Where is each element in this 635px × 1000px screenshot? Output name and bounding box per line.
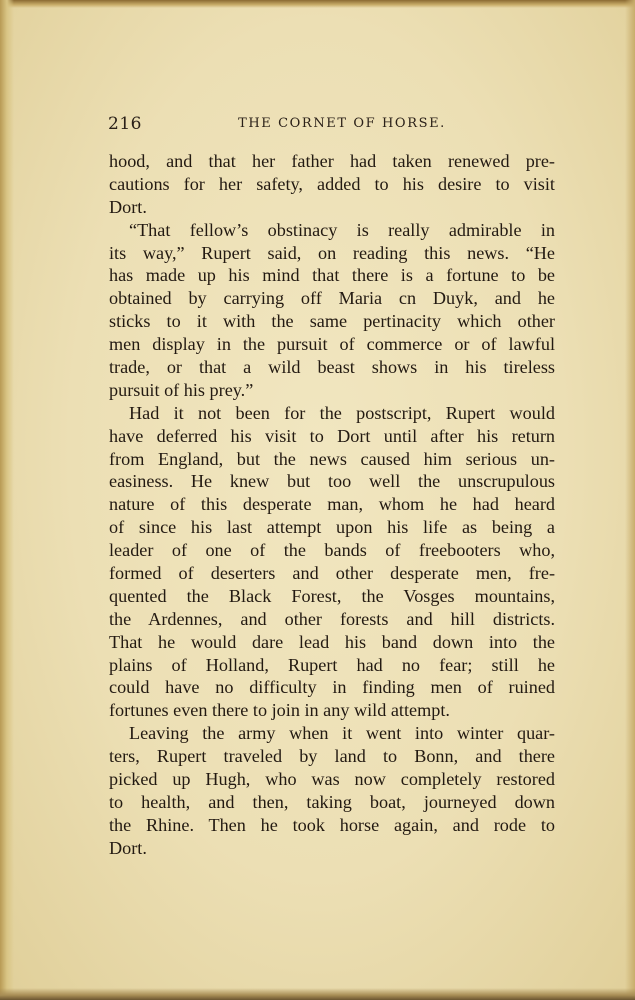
text-line: Dort. [109, 837, 147, 858]
text-line: of since his last attempt upon his life as being a [109, 517, 555, 538]
text-line: Leaving the army when it went into winter quar- [129, 723, 555, 744]
text-line: ters, Rupert traveled by land to Bonn, and there [109, 746, 555, 767]
text-line: its way,” Rupert said, on reading this news. “He [109, 242, 555, 263]
text-line: pursuit of his prey.” [109, 379, 254, 400]
page-left-edge [0, 0, 14, 1000]
text-line: leader of one of the bands of freebooters who, [109, 540, 555, 561]
running-title: THE CORNET OF HORSE. [238, 116, 446, 131]
text-line: sticks to it with the same pertinacity which other [109, 311, 555, 332]
text-line: to health, and then, taking boat, journeyed down [109, 791, 555, 812]
text-line: has made up his mind that there is a fortune to be [109, 265, 555, 286]
text-line: men display in the pursuit of commerce or of lawful [109, 334, 555, 355]
text-line: Dort. [109, 196, 147, 217]
text-line: hood, and that her father had taken renewed pre- [109, 151, 555, 171]
body-text [109, 150, 555, 860]
text-line: have deferred his visit to Dort until after his return [109, 425, 555, 446]
text-line: That he would dare lead his band down into the [109, 631, 555, 652]
text-line: Had it not been for the postscript, Rupert would [129, 402, 555, 423]
text-line: picked up Hugh, who was now completely restored [109, 769, 555, 790]
page-right-edge [625, 0, 635, 1000]
text-line: formed of deserters and other desperate men, fre- [109, 563, 555, 584]
text-line: trade, or that a wild beast shows in his tireless [109, 357, 555, 378]
text-line: easiness. He knew but too well the unscrupulous [109, 471, 555, 492]
page-number: 216 [108, 114, 142, 134]
text-line: nature of this desperate man, whom he had heard [109, 494, 555, 515]
page-bottom-edge [0, 988, 635, 1000]
text-line: the Rhine. Then he took horse again, and rode to [109, 814, 555, 835]
page-header [108, 114, 556, 138]
text-line: fortunes even there to join in any wild attempt. [109, 700, 450, 721]
text-line: could have no difficulty in finding men of ruined [109, 677, 555, 698]
text-line: quented the Black Forest, the Vosges mountains, [109, 585, 555, 606]
text-line: “That fellow’s obstinacy is really admirable in [129, 219, 555, 240]
text-line: from England, but the news caused him serious un- [109, 448, 555, 469]
page-top-edge [0, 0, 635, 8]
text-line: cautions for her safety, added to his desire to visit [109, 173, 555, 194]
text-line: obtained by carrying off Maria cn Duyk, and he [109, 288, 555, 309]
text-line: plains of Holland, Rupert had no fear; still he [109, 654, 555, 675]
text-line: the Ardennes, and other forests and hill districts. [109, 608, 555, 629]
